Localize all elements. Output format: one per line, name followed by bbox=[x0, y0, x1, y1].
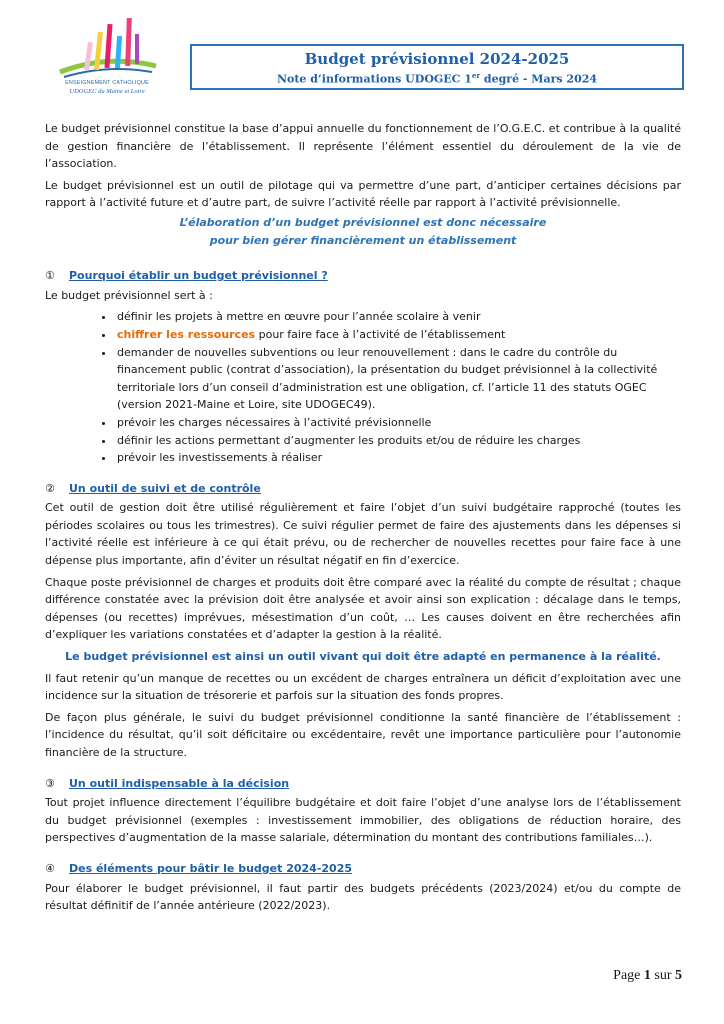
logo-graphic bbox=[52, 14, 162, 80]
title-box bbox=[190, 44, 684, 90]
orange-highlight: chiffrer les ressources bbox=[117, 327, 256, 341]
list-item-rest: pour faire face à l’activité de l’établissement bbox=[255, 327, 506, 341]
document-subtitle bbox=[192, 71, 682, 86]
subtitle-sup: er bbox=[471, 71, 481, 80]
intro-highlight bbox=[45, 214, 681, 249]
section-2-emphasis: Le budget prévisionnel est ainsi un outil vivant qui doit être adapté en permanence à la réalité. bbox=[65, 650, 661, 664]
section-2-title: Un outil de suivi et de contrôle bbox=[69, 481, 261, 495]
udogec-logo bbox=[52, 14, 162, 106]
section-1-title: Pourquoi établir un budget prévisionnel ? bbox=[69, 269, 328, 283]
section-2-paragraph-4: De façon plus générale, le suivi du budget prévisionnel conditionne la santé financière de l’établissement : l’incidence du résultat, qu’il soit déficitaire ou excédentaire, revêt une importance particulière pour l’autonomie financière de la structure. bbox=[45, 710, 681, 759]
page-total: 5 bbox=[675, 968, 682, 983]
logo-line-2: UDOGEC du Maine et Loire bbox=[69, 88, 145, 95]
section-3-title: Un outil indispensable à la décision bbox=[69, 776, 290, 790]
section-3-paragraph: Tout projet influence directement l’équilibre budgétaire et doit faire l’objet d’une analyse lors de l’établissement du budget prévisionnel (exemples : investissement immobilier, des obligations de réduction horaire, des perspectives d’augmentation de la masse salariale, détermination du montant des contributions familiales…). bbox=[45, 796, 681, 845]
intro-paragraph-2: Le budget prévisionnel est un outil de pilotage qui va permettre d’une part, d’anticiper certaines décisions par rapport à l’activité future et d’autre part, de suivre l’activité réelle par rapport à l’activité prévisionnelle. bbox=[45, 178, 681, 210]
section-2-paragraph-1: Cet outil de gestion doit être utilisé régulièrement et faire l’objet d’un suivi budgétaire rapproché (toutes les périodes scolaires ou tous les trimestres). Ce suivi régulier permet de faire des ajustements dans les dépenses si l’activité réelle est inférieure à ce qui était prévu, ou de rechercher de nouvelles recettes pour faire face à une dépense plus importante, afin d’éviter un résultat négatif en fin d’exercice. bbox=[45, 501, 681, 568]
section-2-paragraph-2: Chaque poste prévisionnel de charges et produits doit être comparé avec la réalité du compte de résultat ; chaque différence constatée avec la prévision doit être analysée et avoir ainsi son explication : décalage dans le temps, dépenses (ou recettes) imprévues, mésestimation d’un coût, … Les causes doivent en être recherchées afin d’expliquer les variations constatées et d’adapter la gestion à la réalité. bbox=[45, 575, 681, 642]
page-number: 1 bbox=[643, 968, 651, 983]
logo-line-1: ENSEIGNEMENT CATHOLIQUE bbox=[65, 80, 149, 86]
section-4-title: Des éléments pour bâtir le budget 2024-2025 bbox=[69, 861, 353, 875]
section-1-heading bbox=[45, 267, 681, 285]
section-4-heading bbox=[45, 860, 681, 878]
intro-paragraph-1: Le budget prévisionnel constitue la base d’appui annuelle du fonctionnement de l’O.G.E.C. et contribue à la qualité de gestion financière de l’établissement. Il représente l’élément essentiel du déroulement de la vie de l’association. bbox=[45, 122, 681, 171]
section-2-number: ② bbox=[45, 481, 55, 495]
list-item: • demander de nouvelles subventions ou leur renouvellement : dans le cadre du contrôle du financement public (contrat d’association), la présentation du budget prévisionnel à la collectivité territoriale lors d’un conseil d’administration est une obligation, cf. l’article 11 des statuts OGEC (version 2021-Maine et Loire, site UDOGEC49). bbox=[115, 344, 681, 414]
section-3-heading bbox=[45, 775, 681, 793]
section-2-heading bbox=[45, 480, 681, 498]
list-item bbox=[115, 326, 681, 344]
section-1-list bbox=[45, 308, 681, 466]
document-body bbox=[45, 120, 681, 919]
page-label: Page bbox=[613, 968, 644, 983]
intro-highlight-line-2: pour bien gérer financièrement un établissement bbox=[209, 233, 517, 247]
list-item: • définir les projets à mettre en œuvre pour l’année scolaire à venir bbox=[115, 308, 681, 326]
intro-highlight-line-1: L’élaboration d’un budget prévisionnel est donc nécessaire bbox=[179, 215, 547, 229]
page-separator: sur bbox=[650, 968, 675, 983]
section-4-number: ④ bbox=[45, 861, 55, 875]
subtitle-pre: Note d’informations UDOGEC 1 bbox=[276, 72, 472, 86]
section-3-number: ③ bbox=[45, 776, 55, 790]
list-item: • prévoir les charges nécessaires à l’activité prévisionnelle bbox=[115, 414, 681, 432]
section-1-lead: Le budget prévisionnel sert à : bbox=[45, 288, 213, 302]
section-4-paragraph: Pour élaborer le budget prévisionnel, il faut partir des budgets précédents (2023/2024) et/ou du compte de résultat définitif de l’année antérieure (2022/2023). bbox=[45, 881, 681, 913]
document-title: Budget prévisionnel 2024-2025 bbox=[304, 50, 570, 68]
subtitle-post: degré - Mars 2024 bbox=[480, 72, 598, 86]
list-item: • prévoir les investissements à réaliser bbox=[115, 449, 681, 467]
list-item: • définir les actions permettant d’augmenter les produits et/ou de réduire les charges bbox=[115, 432, 681, 450]
page-footer bbox=[613, 968, 682, 984]
section-1-number: ① bbox=[45, 269, 55, 283]
section-2-paragraph-3: Il faut retenir qu’un manque de recettes ou un excédent de charges entraînera un déficit d’exploitation avec une incidence sur la situation de trésorerie et parfois sur la situation des fonds propres. bbox=[45, 671, 681, 703]
